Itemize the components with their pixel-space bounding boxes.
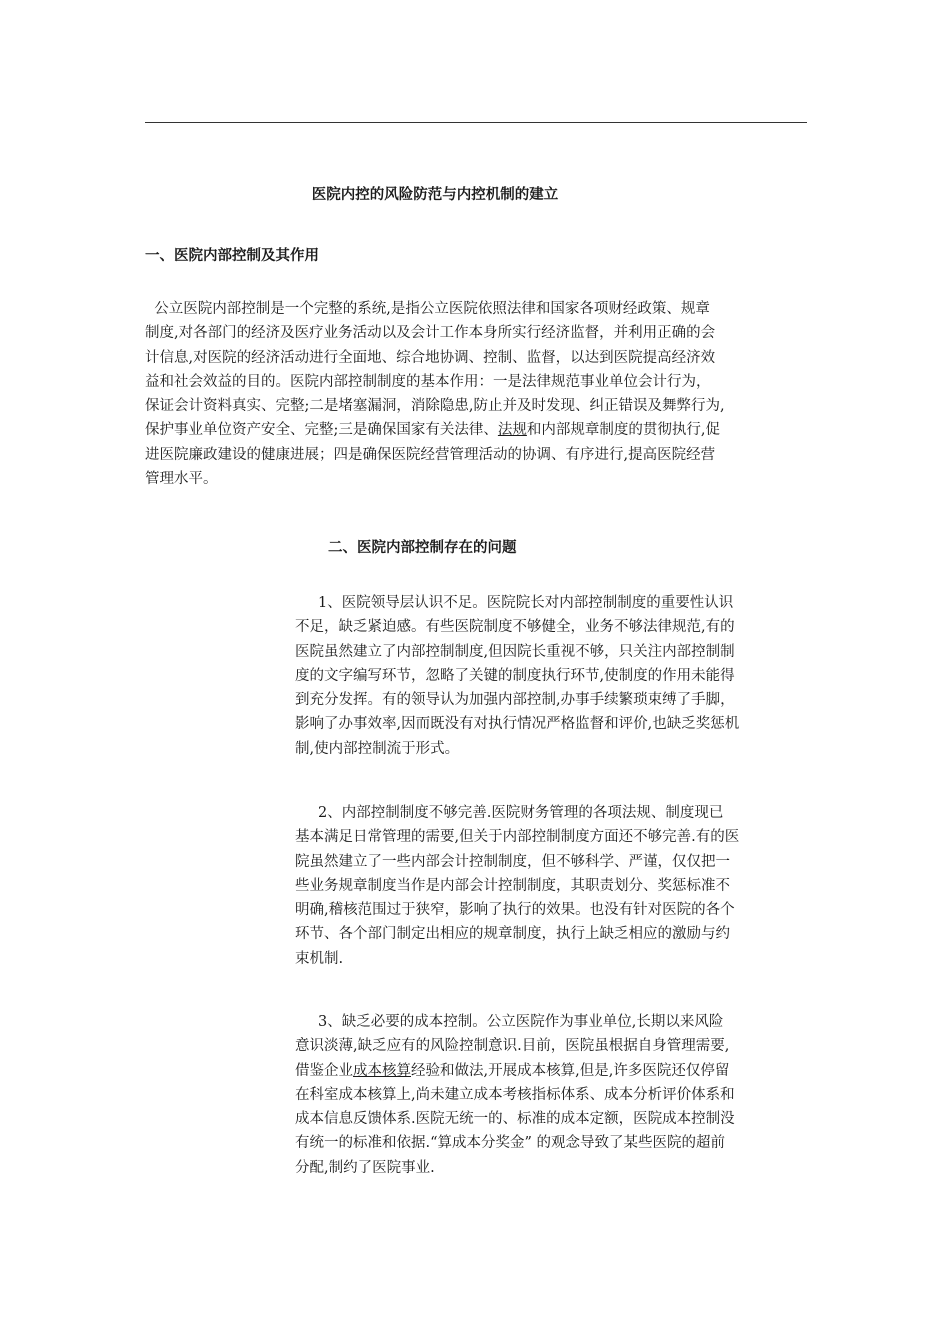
text-line: 保护事业单位资产安全、完整;三是确保国家有关法律、法规和内部规章制度的贯彻执行,促 bbox=[145, 422, 720, 439]
text-line: 益和社会效益的目的。医院内部控制制度的基本作用：一是法律规范事业单位会计行为， bbox=[145, 373, 711, 390]
text-line: 3、缺乏必要的成本控制。公立医院作为事业单位,长期以来风险 bbox=[318, 1014, 724, 1030]
text-line: 成本信息反馈体系.医院无统一的、标准的成本定额，医院成本控制没 bbox=[295, 1111, 735, 1128]
text-line: 进医院廉政建设的健康进展；四是确保医院经营管理活动的协调、有序进行,提高医院经营 bbox=[145, 446, 716, 463]
text-line: 环节、各个部门制定出相应的规章制度，执行上缺乏相应的激励与约 bbox=[295, 926, 730, 943]
text-line: 院虽然建立了一些内部会计控制制度，但不够科学、严谨，仅仅把一 bbox=[295, 853, 730, 870]
section-heading-1: 一、医院内部控制及其作用 bbox=[145, 248, 319, 264]
text-line: 基本满足日常管理的需要,但关于内部控制制度方面还不够完善.有的医 bbox=[295, 829, 740, 846]
link-chengben-hesuan[interactable]: 成本核算 bbox=[353, 1062, 411, 1079]
text-line: 公立医院内部控制是一个完整的系统,是指公立医院依照法律和国家各项财经政策、规章 bbox=[154, 301, 710, 317]
text-line: 影响了办事效率,因而既没有对执行情况严格监督和评价,也缺乏奖惩机 bbox=[295, 716, 740, 733]
text-line: 在科室成本核算上,尚未建立成本考核指标体系、成本分析评价体系和 bbox=[295, 1086, 735, 1103]
document-title: 医院内控的风险防范与内控机制的建立 bbox=[311, 187, 559, 203]
text-line: 管理水平。 bbox=[145, 471, 218, 488]
text-line: 医院虽然建立了内部控制制度,但因院长重视不够，只关注内部控制制 bbox=[295, 643, 735, 660]
text-line: 有统一的标准和依据.“算成本分奖金” 的观念导致了某些医院的超前 bbox=[295, 1135, 726, 1152]
section-heading-2: 二、医院内部控制存在的问题 bbox=[328, 540, 517, 556]
paragraph-2 bbox=[295, 591, 739, 761]
text-line: 束机制. bbox=[295, 950, 344, 967]
text-line: 1、医院领导层认识不足。医院院长对内部控制制度的重要性认识 bbox=[318, 595, 734, 611]
text-line: 到充分发挥。有的领导认为加强内部控制,办事手续繁琐束缚了手脚， bbox=[295, 692, 735, 709]
text-line: 2、内部控制制度不够完善.医院财务管理的各项法规、制度现已 bbox=[318, 805, 724, 821]
text-line: 制,使内部控制流于形式。 bbox=[295, 740, 460, 757]
text-line: 明确,稽核范围过于狭窄，影响了执行的效果。也没有针对医院的各个 bbox=[295, 902, 735, 919]
text-line: 分配,制约了医院事业. bbox=[295, 1159, 435, 1176]
text-line: 不足，缺乏紧迫感。有些医院制度不够健全，业务不够法律规范,有的 bbox=[295, 619, 735, 636]
text-line: 些业务规章制度当作是内部会计控制制度，其职责划分、奖惩标准不 bbox=[295, 877, 730, 894]
paragraph-1 bbox=[145, 297, 725, 491]
text-line: 度的文字编写环节，忽略了关键的制度执行环节,使制度的作用未能得 bbox=[295, 667, 735, 684]
header-rule bbox=[145, 122, 807, 123]
text-line: 意识淡薄,缺乏应有的风险控制意识.目前，医院虽根据自身管理需要, bbox=[295, 1038, 730, 1055]
paragraph-3 bbox=[295, 801, 739, 971]
link-fagui[interactable]: 法规 bbox=[497, 422, 527, 439]
text-line: 保证会计资料真实、完整;二是堵塞漏洞，消除隐患,防止并及时发现、纠正错误及舞弊行为, bbox=[145, 398, 725, 415]
text-line: 借鉴企业成本核算经验和做法,开展成本核算,但是,许多医院还仅停留 bbox=[295, 1062, 730, 1079]
text-line: 制度,对各部门的经济及医疗业务活动以及会计工作本身所实行经济监督，并利用正确的会 bbox=[145, 325, 716, 342]
paragraph-4 bbox=[295, 1010, 735, 1180]
text-line: 计信息,对医院的经济活动进行全面地、综合地协调、控制、监督，以达到医院提高经济效 bbox=[145, 349, 716, 366]
